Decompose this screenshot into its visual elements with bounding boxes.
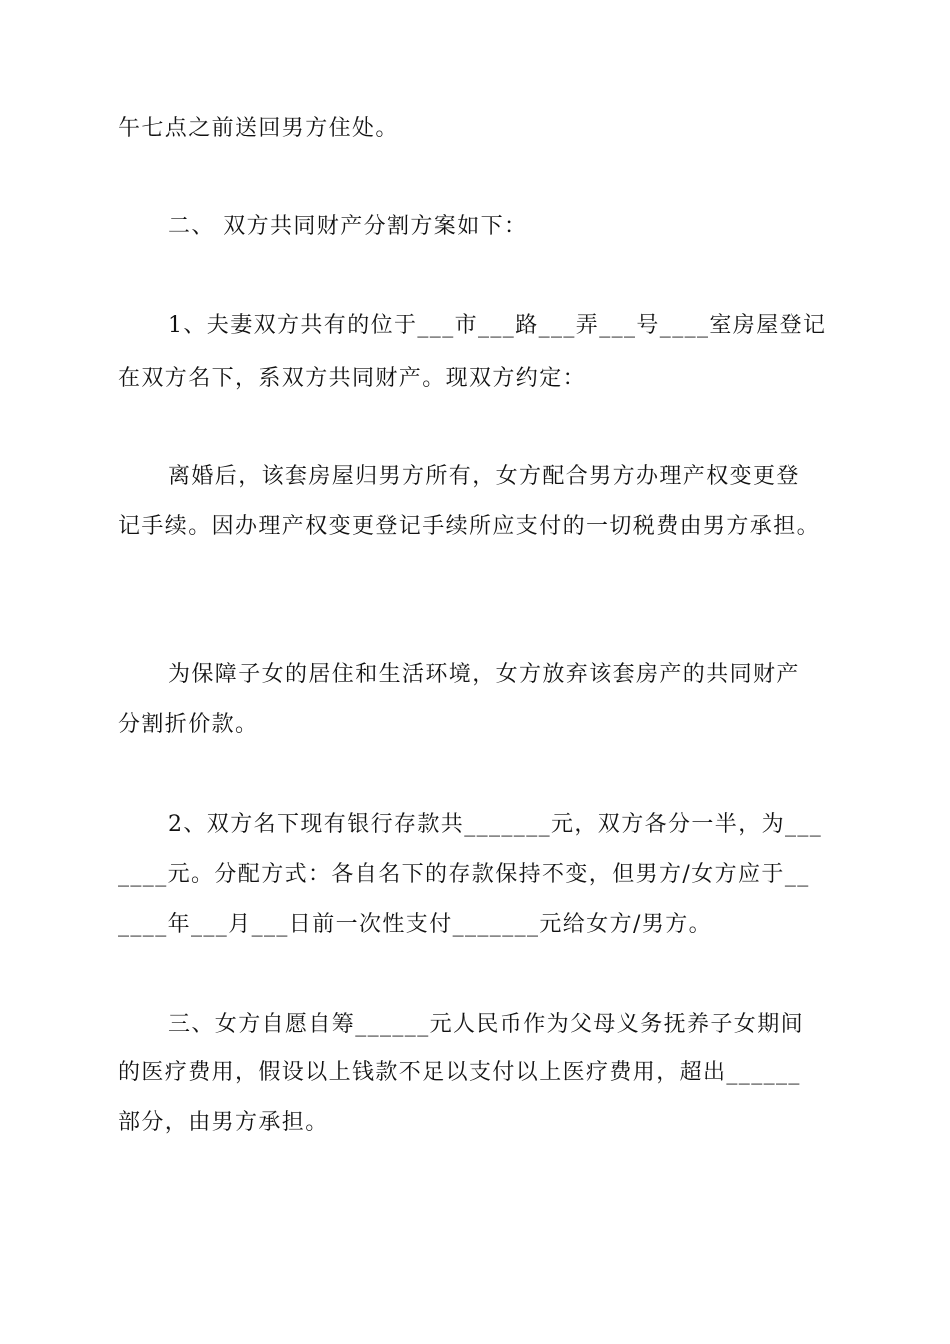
text-line: 的医疗费用，假设以上钱款不足以支付以上医疗费用，超出______ (118, 1060, 801, 1085)
section-heading: 三、女方自愿自筹______元人民币作为父母义务抚养子女期间 (168, 1012, 805, 1037)
section-heading: 二、 双方共同财产分割方案如下： (168, 214, 528, 239)
text-line: 午七点之前送回男方住处。 (118, 116, 399, 141)
text-line: ____元。分配方式：各自名下的存款保持不变，但男方/女方应于__ (118, 862, 810, 887)
text-line: 部分，由男方承担。 (118, 1110, 329, 1135)
text-line: ____年___月___日前一次性支付_______元给女方/男方。 (118, 912, 713, 937)
text-line: 离婚后，该套房屋归男方所有，女方配合男方办理产权变更登 (168, 464, 800, 489)
text-line: 记手续。因办理产权变更登记手续所应支付的一切税费由男方承担。 (118, 514, 821, 539)
text-line: 1、夫妻双方共有的位于___市___路___弄___号____室房屋登记 (168, 313, 827, 338)
text-line: 2、双方名下现有银行存款共_______元，双方各分一半，为___ (168, 812, 823, 837)
text-line: 为保障子女的居住和生活环境，女方放弃该套房产的共同财产 (168, 662, 800, 687)
text-line: 分割折价款。 (118, 712, 259, 737)
text-line: 在双方名下，系双方共同财产。现双方约定： (118, 366, 587, 391)
